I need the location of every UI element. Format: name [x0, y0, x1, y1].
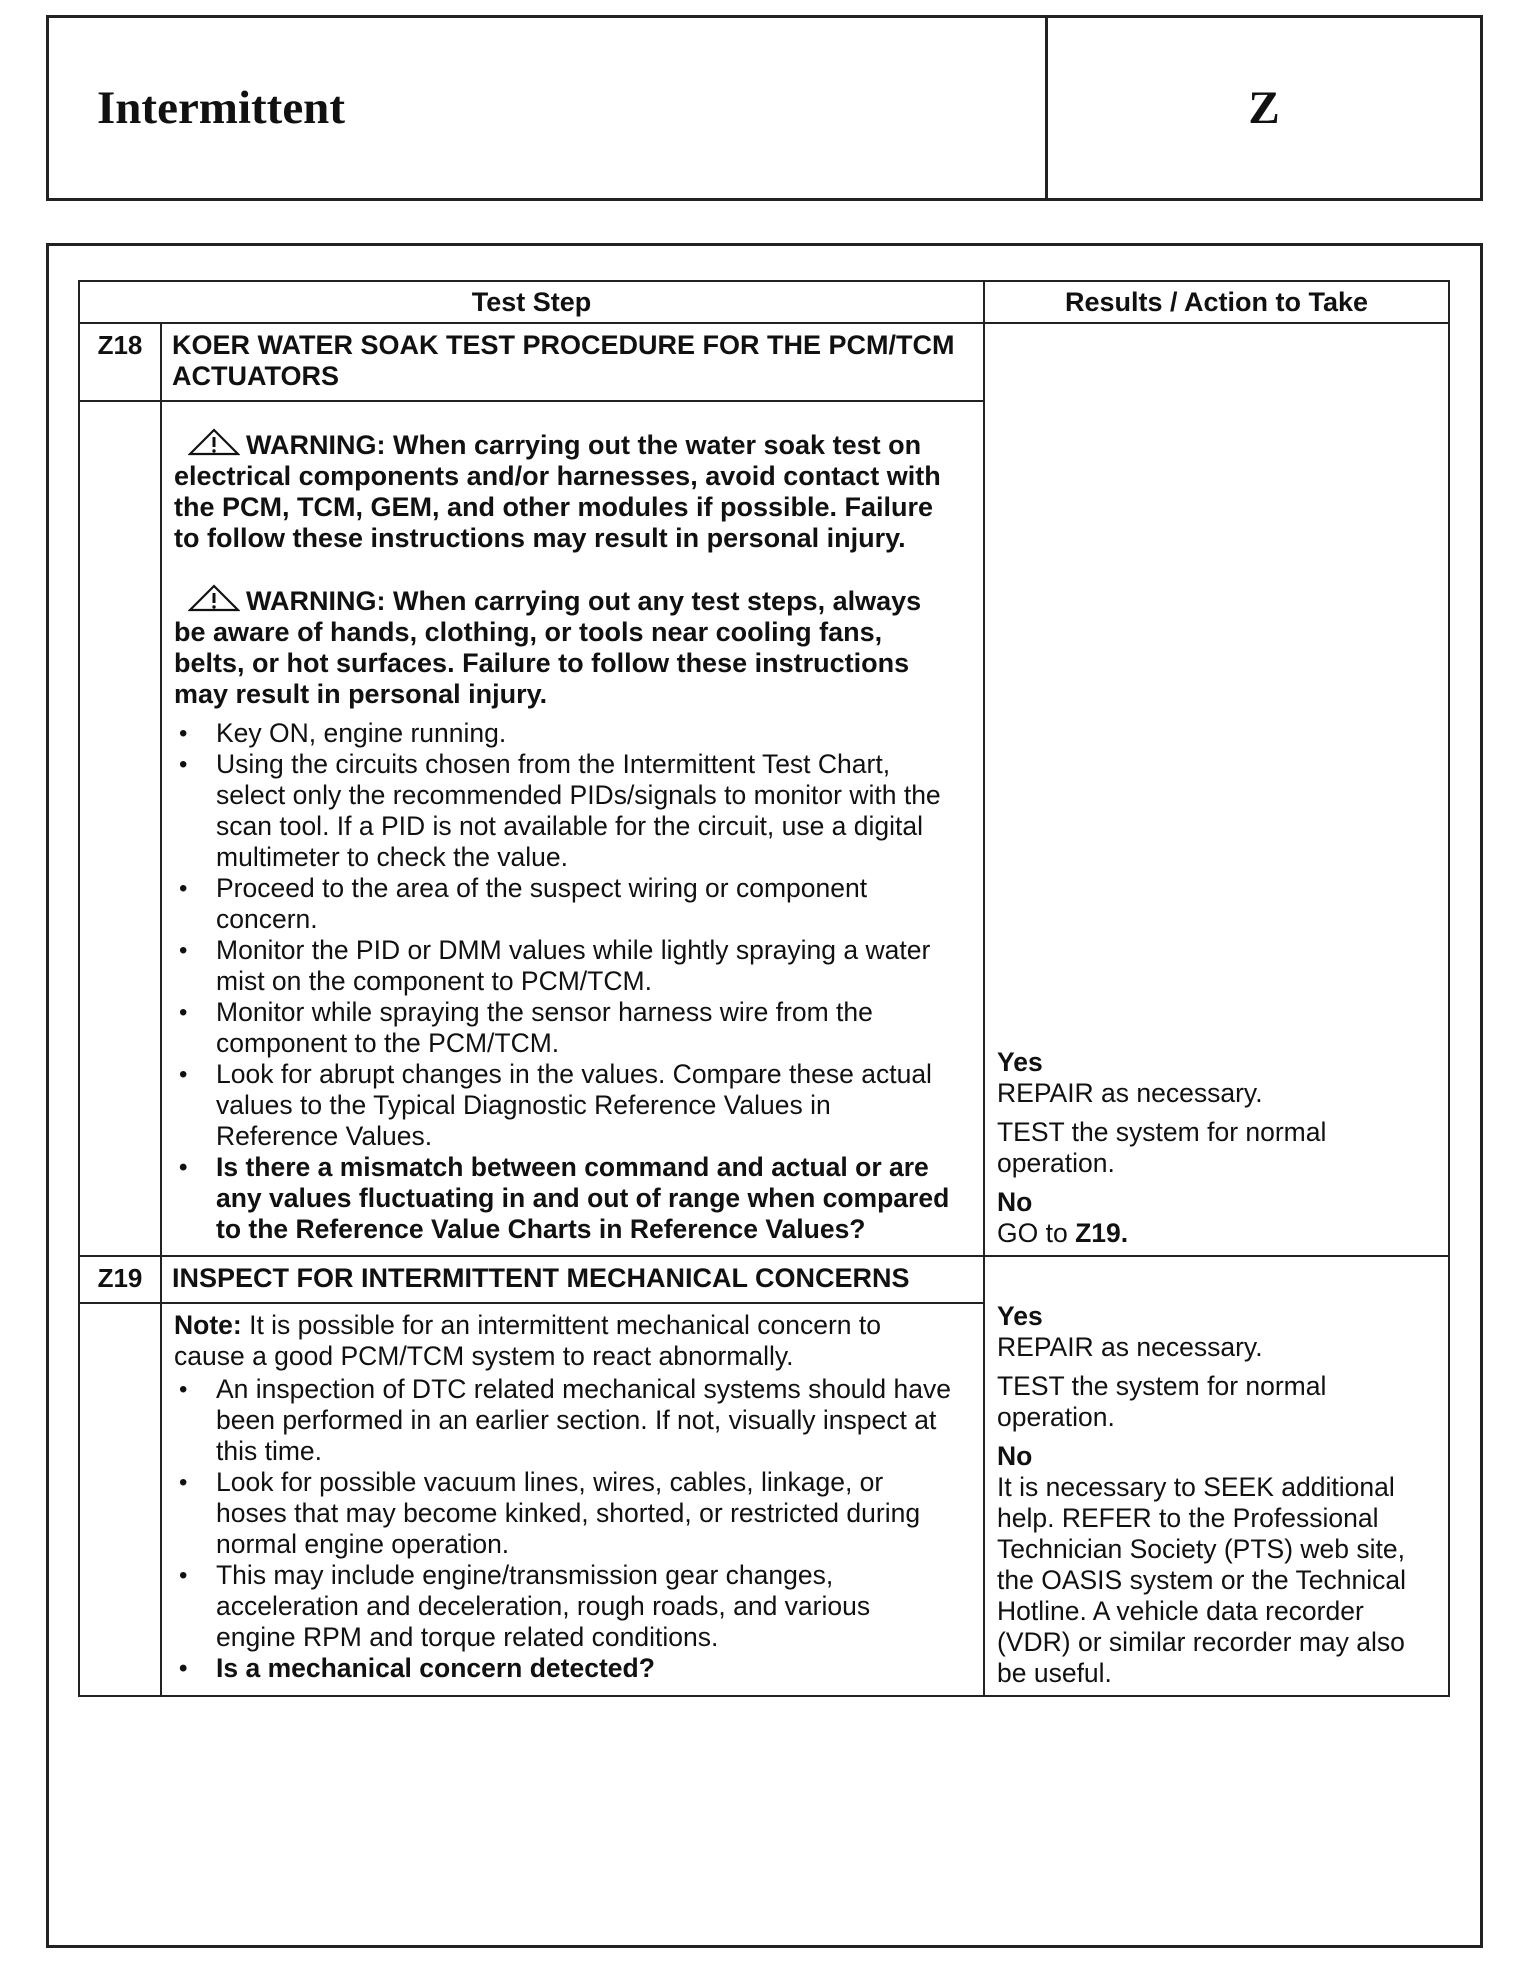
warning-triangle-icon — [188, 584, 240, 612]
step-content-z19 — [161, 1303, 984, 1696]
warning-triangle-icon — [188, 428, 240, 456]
goto-prefix: GO to — [997, 1218, 1076, 1248]
list-item: • Key ON, engine running. — [174, 718, 955, 749]
results-z18 — [984, 323, 1449, 1256]
warning-text: WARNING: When carrying out the water soak test on electrical components and/or harnesses, avoid contact with the PCM, TCM, GEM, and other modules if possible. Failure to follow these instructions may result in personal injury. — [174, 430, 941, 553]
result-no-label: No — [997, 1441, 1033, 1471]
result-yes-line: REPAIR as necessary. — [997, 1078, 1263, 1108]
step-id-spacer — [79, 1303, 161, 1696]
note-text: It is possible for an intermittent mechanical concern to cause a good PCM/TCM system to react abnormally. — [174, 1310, 881, 1372]
results-z19 — [984, 1256, 1449, 1696]
page-title: Intermittent — [97, 82, 345, 134]
step-title-z18: KOER WATER SOAK TEST PROCEDURE FOR THE PCM/TCM ACTUATORS — [161, 323, 984, 401]
list-item: • An inspection of DTC related mechanical systems should have been performed in an earlier section. If not, visually inspect at this time. — [174, 1374, 955, 1467]
step-id-z18: Z18 — [79, 323, 161, 401]
step-question: • Is a mechanical concern detected? — [174, 1653, 955, 1684]
warning-text: WARNING: When carrying out any test steps, always be aware of hands, clothing, or tools near cooling fans, belts, or hot surfaces. Failure to follow these instructions may result in personal injury. — [174, 586, 922, 709]
result-yes-line: TEST the system for normal operation. — [997, 1117, 1327, 1178]
list-item: • Proceed to the area of the suspect wiring or component concern. — [174, 873, 955, 935]
list-item: • Look for possible vacuum lines, wires, cables, linkage, or hoses that may become kinked, shorted, or restricted during normal engine operation. — [174, 1467, 955, 1560]
step-id-z19: Z19 — [79, 1256, 161, 1303]
step-id-spacer — [79, 401, 161, 1256]
warning-paragraph — [174, 584, 955, 710]
step-title-z19: INSPECT FOR INTERMITTENT MECHANICAL CONCERNS — [161, 1256, 984, 1303]
list-item: • Look for abrupt changes in the values. Compare these actual values to the Typical Diagnostic Reference Values in Reference Values. — [174, 1059, 955, 1152]
step-row-z19-title — [79, 1256, 1449, 1303]
result-yes-label: Yes — [997, 1301, 1043, 1331]
result-no-label: No — [997, 1187, 1033, 1217]
result-yes-line: REPAIR as necessary. — [997, 1332, 1263, 1362]
table-header-row — [79, 281, 1449, 323]
step-question: • Is there a mismatch between command and actual or are any values fluctuating in and out of range when compared to the Reference Value Charts in Reference Values? — [174, 1152, 955, 1245]
result-no-text: It is necessary to SEEK additional help. REFER to the Professional Technician Society (PTS) web site, the OASIS system or the Technical Hotline. A vehicle data recorder (VDR) or similar recorder may also be useful. — [997, 1472, 1406, 1688]
note-paragraph — [174, 1310, 955, 1372]
step-row-z18-title — [79, 323, 1449, 401]
column-header-results: Results / Action to Take — [984, 281, 1449, 323]
header-title-cell — [49, 18, 1048, 198]
list-item: • Using the circuits chosen from the Intermittent Test Chart, select only the recommended PIDs/signals to monitor with the scan tool. If a PID is not available for the circuit, use a digital multimeter to check the value. — [174, 749, 955, 873]
step-content-z18 — [161, 401, 984, 1256]
goto-step-link[interactable]: Z19. — [1075, 1218, 1129, 1248]
step-bullet-list — [174, 1374, 955, 1684]
list-item: • Monitor the PID or DMM values while lightly spraying a water mist on the component to PCM/TCM. — [174, 935, 955, 997]
result-no-line — [997, 1218, 1438, 1249]
step-bullet-list — [174, 718, 955, 1245]
column-header-test-step: Test Step — [79, 281, 984, 323]
warning-paragraph — [174, 428, 955, 554]
note-label: Note: — [174, 1310, 242, 1341]
list-item: • Monitor while spraying the sensor harness wire from the component to the PCM/TCM. — [174, 997, 955, 1059]
result-yes-line: TEST the system for normal operation. — [997, 1371, 1327, 1432]
section-code: Z — [1248, 82, 1280, 134]
header-code-cell — [1048, 18, 1480, 198]
page-header — [46, 15, 1483, 201]
list-item: • This may include engine/transmission gear changes, acceleration and deceleration, rough roads, and various engine RPM and torque related conditions. — [174, 1560, 955, 1653]
test-step-table — [78, 280, 1450, 1697]
result-yes-label: Yes — [997, 1047, 1043, 1077]
